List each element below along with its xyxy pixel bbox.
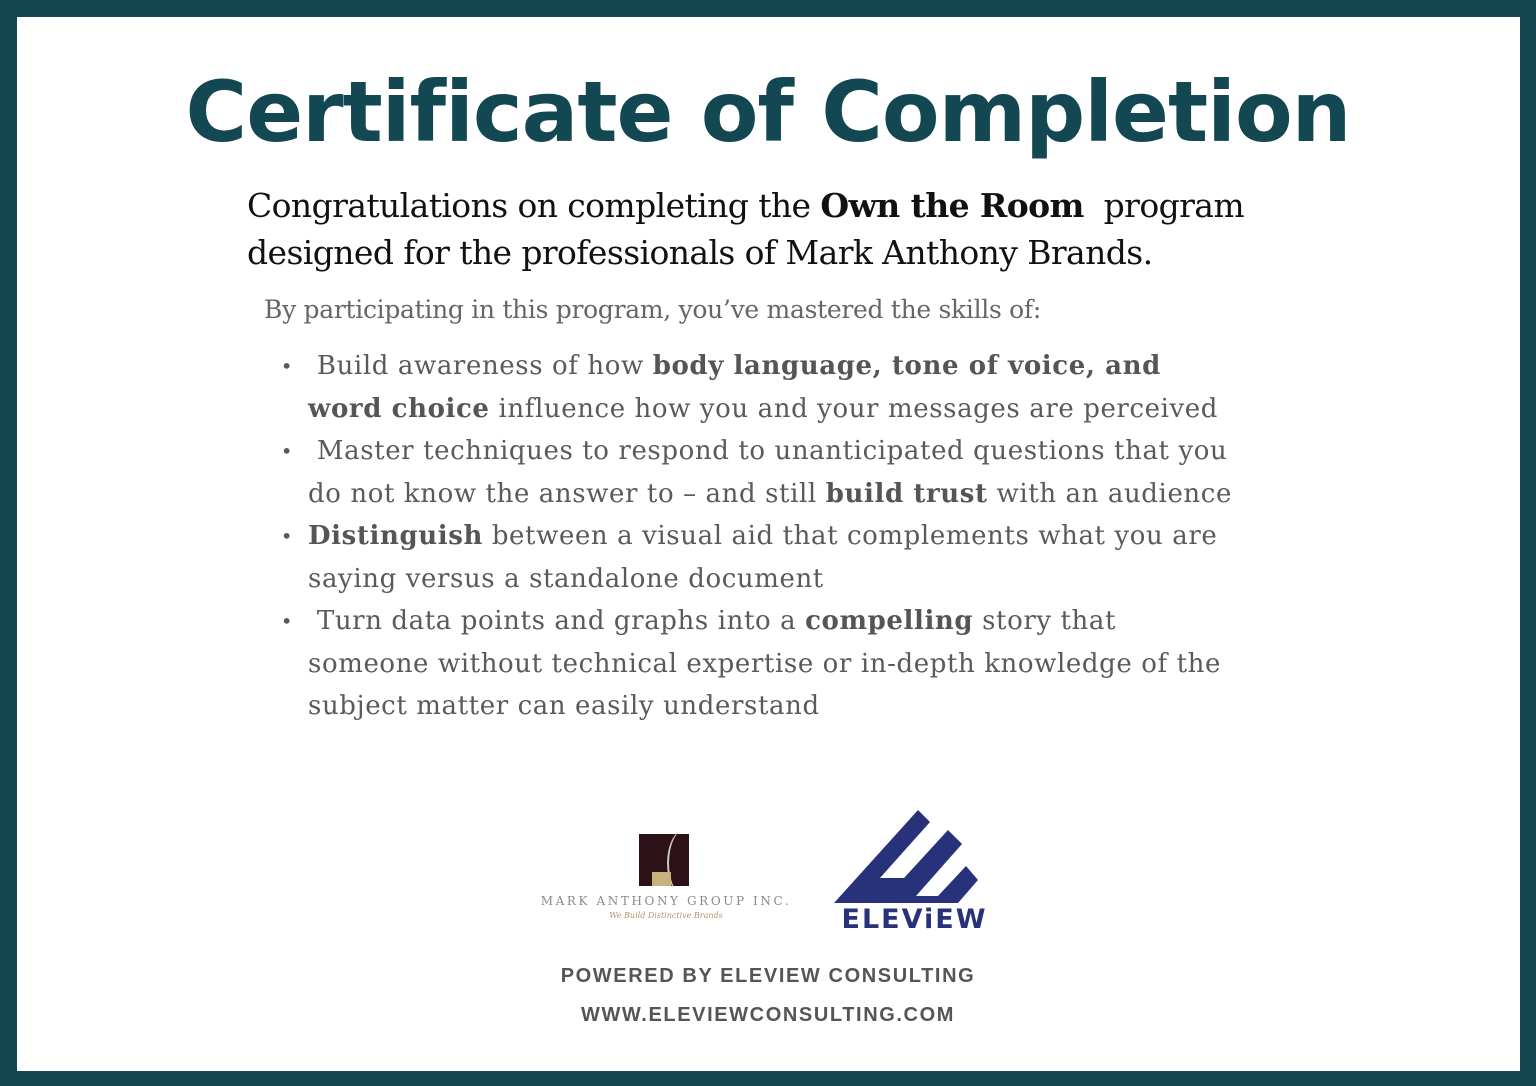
eleview-wordmark: ELEViEW <box>841 904 988 935</box>
certificate-title: Certificate of Completion <box>185 63 1351 161</box>
website-link[interactable]: WWW.ELEVIEWCONSULTING.COM <box>580 1004 956 1026</box>
skill-text: Turn data points and graphs into a <box>308 606 806 636</box>
bullet-icon: • <box>280 354 294 378</box>
mark-anthony-tagline: We Build Distinctive Brands <box>609 911 723 920</box>
intro-suffix: program <box>1083 186 1245 225</box>
bullet-icon: • <box>280 609 294 633</box>
skill-text: story that someone without technical expertise or in-depth knowledge of the subject matter can easily understand <box>308 606 1221 721</box>
intro-line2: designed for the professionals of Mark Anthony Brands. <box>247 233 1153 272</box>
eleview-mountain-icon <box>832 808 997 904</box>
skill-text: influence how you and your messages are perceived <box>489 393 1219 424</box>
bullet-icon: • <box>280 524 294 548</box>
eleview-logo <box>832 808 997 940</box>
skill-text: between a visual aid that complements what you are saying versus a standalone document <box>308 521 1218 594</box>
skills-lead-text: By participating in this program, you’ve mastered the skills of: <box>264 295 1041 324</box>
congratulations-text <box>247 182 1307 276</box>
skill-item <box>280 345 1240 430</box>
skill-text: Master techniques to respond to unanticipated questions that you do not know the answer to – and still <box>308 436 1237 509</box>
skill-emphasis: build trust <box>825 478 988 509</box>
skill-item <box>280 430 1240 515</box>
skill-emphasis: compelling <box>805 606 974 636</box>
skill-emphasis: body language, tone of voice, and word choice <box>308 351 1161 424</box>
mark-anthony-name: MARK ANTHONY GROUP INC. <box>540 894 792 908</box>
mark-anthony-logo <box>528 834 804 930</box>
skills-list <box>280 345 1240 728</box>
intro-prefix: Congratulations on completing the <box>247 186 821 225</box>
program-name: Own the Room <box>820 186 1084 225</box>
skill-text: Build awareness of how <box>308 351 653 381</box>
skill-item <box>280 515 1240 600</box>
bullet-icon: • <box>280 439 294 463</box>
powered-by-text: POWERED BY ELEVIEW CONSULTING <box>560 965 976 987</box>
skill-text: with an audience <box>987 478 1232 509</box>
skill-emphasis: Distinguish <box>308 521 483 551</box>
mark-anthony-emblem-icon <box>639 834 689 886</box>
skill-item <box>280 600 1240 728</box>
